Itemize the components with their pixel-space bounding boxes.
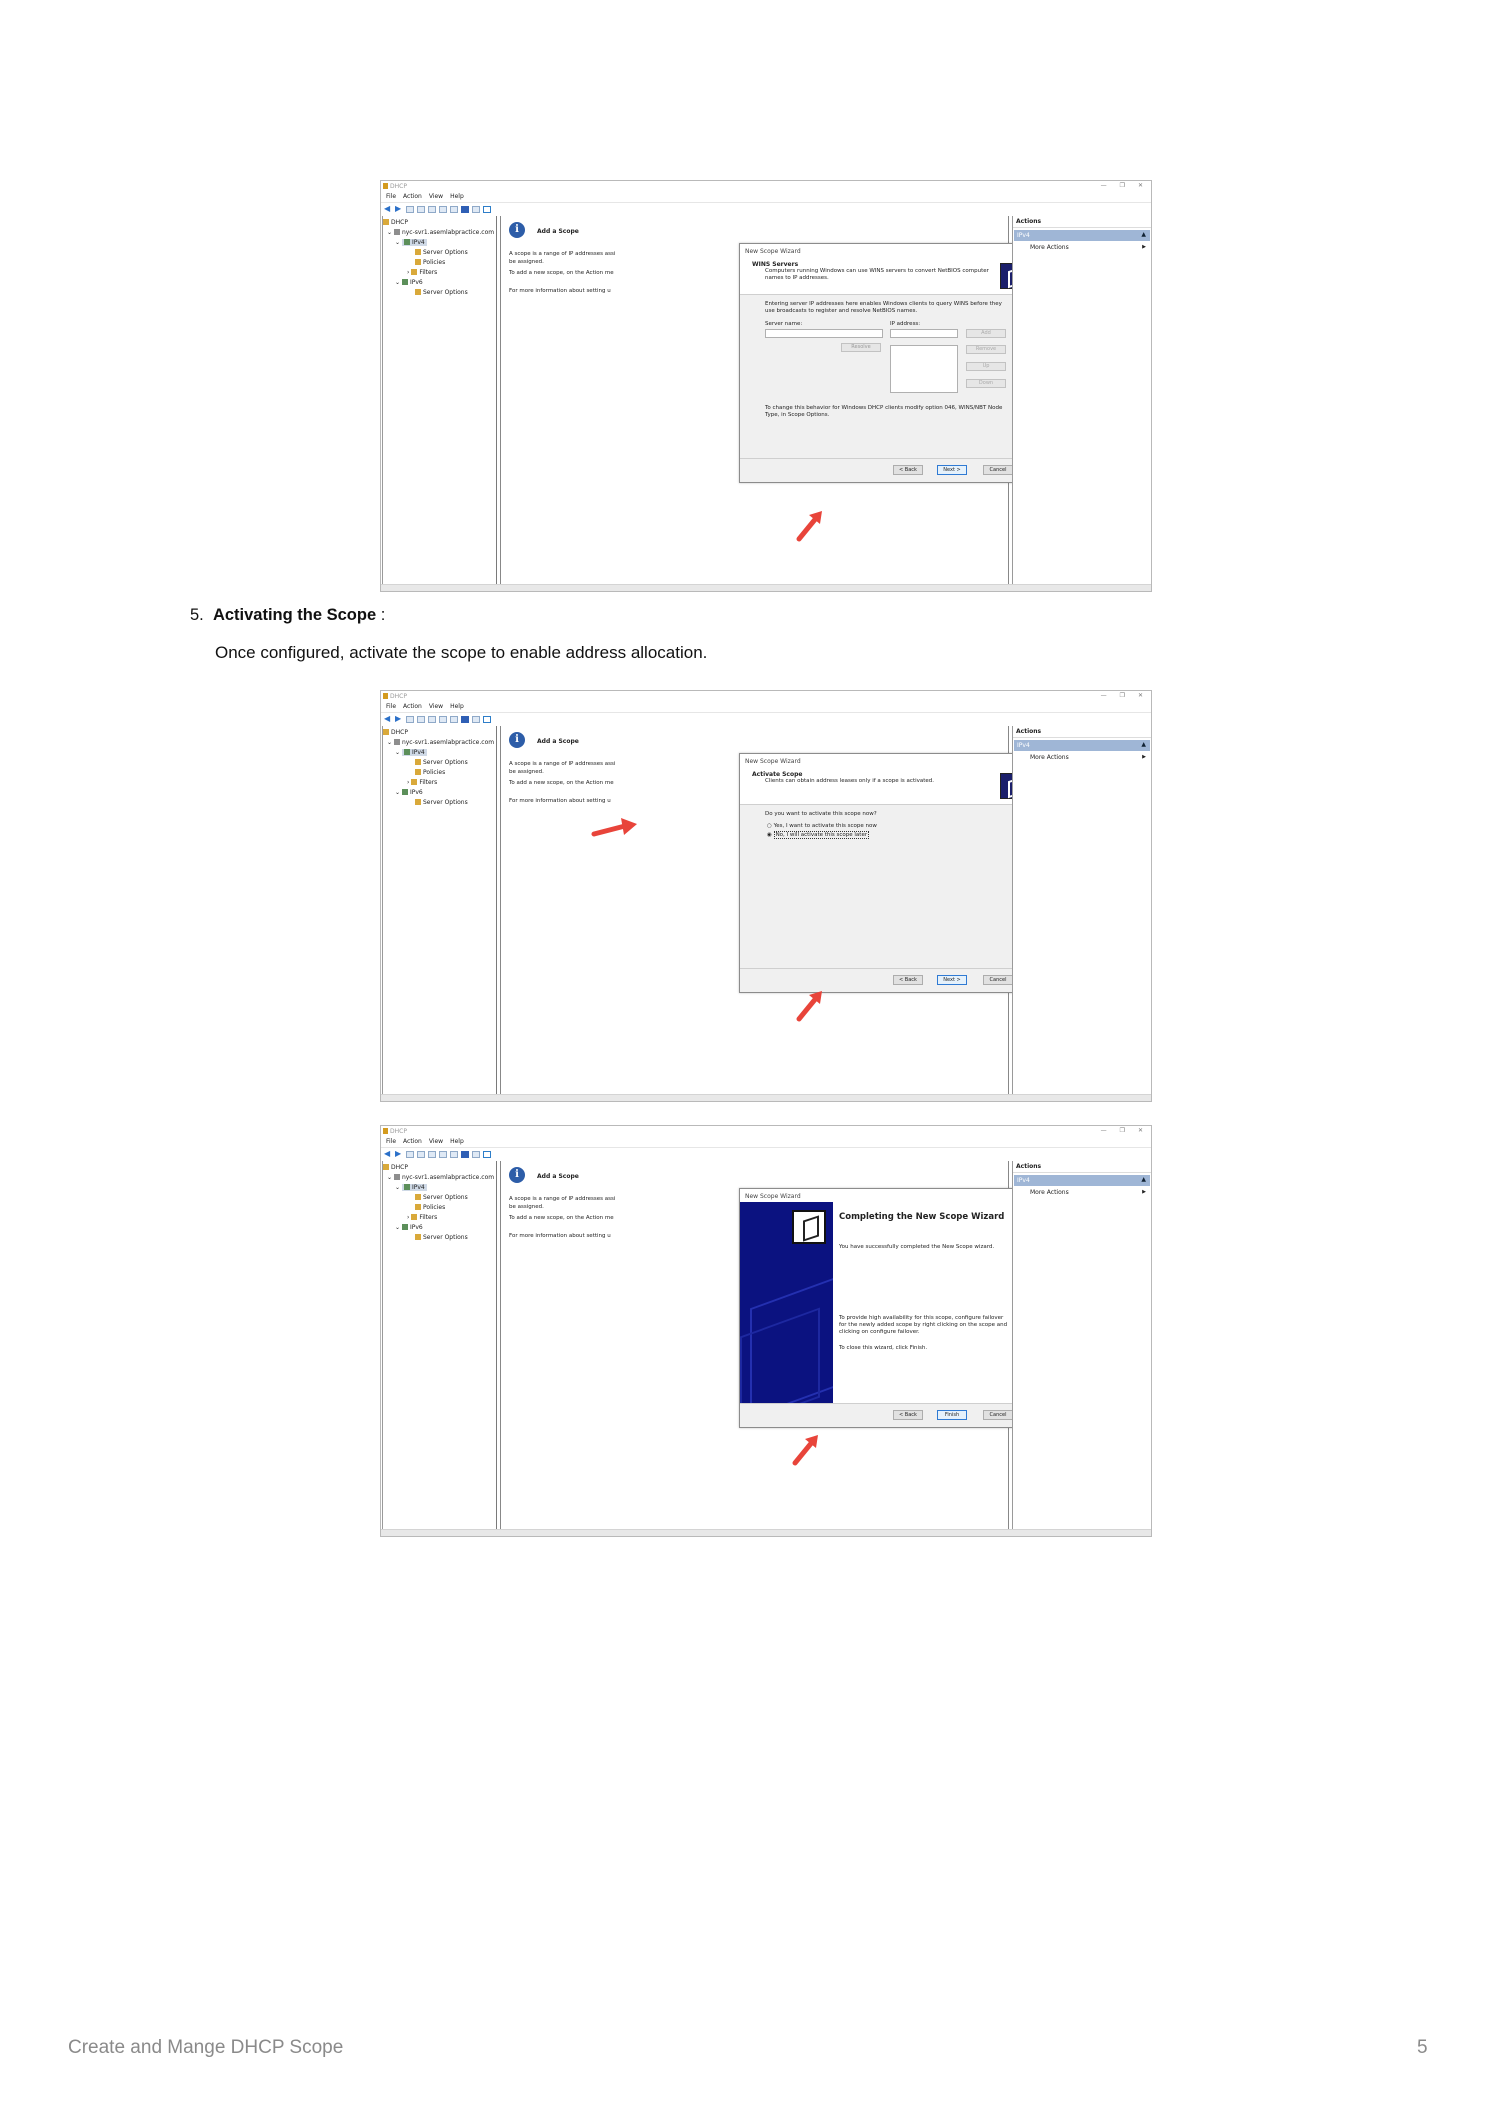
options-icon bbox=[415, 799, 421, 805]
show-hide-icon[interactable] bbox=[472, 1151, 480, 1158]
step-heading: 5. Activating the Scope : bbox=[190, 606, 386, 624]
console-tree bbox=[382, 1161, 497, 1531]
menu-bar bbox=[381, 1138, 1151, 1148]
tree-item-filters[interactable]: › Filters bbox=[407, 779, 438, 786]
menu-action[interactable]: Action bbox=[403, 193, 422, 200]
console-tree-icon[interactable] bbox=[417, 206, 425, 213]
more-actions[interactable]: More Actions ▶ bbox=[1030, 244, 1146, 251]
toolbar bbox=[384, 205, 784, 214]
tree-item-policies[interactable]: Policies bbox=[383, 1203, 496, 1213]
activate-question: Do you want to activate this scope now? bbox=[765, 811, 877, 817]
menu-help[interactable]: Help bbox=[450, 703, 464, 710]
show-hide-icon[interactable] bbox=[472, 206, 480, 213]
wizard-title: New Scope Wizard bbox=[740, 1189, 1030, 1202]
menu-view[interactable]: View bbox=[428, 1138, 444, 1145]
collapse-icon[interactable]: ▲ bbox=[1141, 231, 1146, 238]
back-arrow-icon[interactable]: ◀ bbox=[384, 204, 391, 213]
menu-action[interactable]: Action bbox=[403, 703, 422, 710]
refresh-icon[interactable] bbox=[439, 1151, 447, 1158]
back-arrow-icon[interactable]: ◀ bbox=[384, 1149, 391, 1158]
tree-item-ipv6[interactable]: ⌄ IPv6 bbox=[395, 279, 423, 286]
menu-bar bbox=[381, 703, 1151, 713]
details-pane bbox=[500, 726, 1009, 1096]
cancel-button[interactable]: Cancel bbox=[983, 465, 1013, 475]
menu-help[interactable]: Help bbox=[450, 193, 464, 200]
options-icon bbox=[415, 249, 421, 255]
new-scope-wizard-dialog bbox=[739, 243, 1031, 483]
info-icon: i bbox=[509, 732, 525, 748]
more-info-text: For more information about setting u bbox=[509, 288, 611, 294]
back-arrow-icon[interactable]: ◀ bbox=[384, 714, 391, 723]
minimize-button[interactable]: — bbox=[1100, 1127, 1107, 1134]
info-icon: i bbox=[509, 222, 525, 238]
tree-item-server-options-v6[interactable]: Server Options bbox=[383, 288, 496, 298]
menu-action[interactable]: Action bbox=[403, 1138, 422, 1145]
ipv4-icon bbox=[404, 239, 410, 245]
server-icon bbox=[394, 1174, 400, 1180]
tree-item-dhcp[interactable]: DHCP bbox=[383, 728, 496, 738]
info-icon: i bbox=[509, 1167, 525, 1183]
status-bar bbox=[381, 1529, 1151, 1536]
options-icon bbox=[415, 289, 421, 295]
tree-item-ipv4[interactable]: ⌄ IPv4 bbox=[395, 239, 425, 246]
window-controls[interactable] bbox=[1088, 182, 1143, 189]
tree-item-policies[interactable]: Policies bbox=[383, 258, 496, 268]
wizard-footer bbox=[740, 458, 1030, 482]
actions-pane bbox=[1012, 1161, 1151, 1531]
properties-icon[interactable] bbox=[428, 206, 436, 213]
filters-icon bbox=[411, 1214, 417, 1220]
completing-failover: To provide high availability for this scope, configure failover for the newly added scope by right clicking on the scope and clicking on configure failover. bbox=[839, 1315, 1008, 1335]
radio-unselected-icon[interactable]: ○ bbox=[767, 823, 772, 829]
tree-item-filters[interactable]: › Filters bbox=[407, 269, 438, 276]
forward-arrow-icon[interactable]: ▶ bbox=[395, 714, 402, 723]
close-button[interactable]: ✕ bbox=[1137, 1127, 1143, 1134]
window-controls[interactable] bbox=[1088, 692, 1143, 699]
radio-no[interactable]: ◉ No, I will activate this scope later bbox=[767, 832, 868, 838]
server-name-field[interactable] bbox=[765, 329, 883, 338]
status-bar bbox=[381, 584, 1151, 591]
more-info-text: For more information about setting u bbox=[509, 798, 611, 804]
cancel-button[interactable]: Cancel bbox=[983, 975, 1013, 985]
actions-pane bbox=[1012, 726, 1151, 1096]
add-scope-heading: Add a Scope bbox=[537, 1173, 579, 1180]
options-icon bbox=[415, 759, 421, 765]
console-tree bbox=[382, 216, 497, 586]
cancel-button[interactable]: Cancel bbox=[983, 1410, 1013, 1420]
dhcp-icon bbox=[383, 219, 389, 225]
filters-icon bbox=[411, 779, 417, 785]
tree-item-server-options[interactable]: Server Options bbox=[383, 758, 496, 768]
back-button[interactable]: < Back bbox=[893, 975, 923, 985]
collapse-icon[interactable]: ▲ bbox=[1141, 741, 1146, 748]
menu-bar bbox=[381, 193, 1151, 203]
wizard-header bbox=[740, 767, 1030, 805]
ipv6-icon bbox=[402, 279, 408, 285]
tree-item-dhcp[interactable]: DHCP bbox=[383, 1163, 496, 1173]
new-scope-wizard-dialog bbox=[739, 753, 1031, 993]
refresh-icon[interactable] bbox=[439, 206, 447, 213]
server-icon bbox=[394, 739, 400, 745]
ipv4-icon bbox=[404, 749, 410, 755]
finish-button[interactable]: Finish bbox=[937, 1410, 967, 1420]
title-bar bbox=[381, 1126, 1151, 1137]
dhcp-app-icon bbox=[383, 693, 388, 699]
dhcp-app-icon bbox=[383, 183, 388, 189]
tree-item-ipv4[interactable]: ⌄ IPv4 bbox=[395, 749, 425, 756]
red-arrow-annotation bbox=[791, 1433, 825, 1467]
new-scope-wizard-dialog bbox=[739, 1188, 1031, 1428]
menu-file[interactable]: File bbox=[386, 703, 397, 710]
properties-icon[interactable] bbox=[428, 1151, 436, 1158]
policies-icon bbox=[415, 769, 421, 775]
more-actions[interactable]: More Actions ▶ bbox=[1030, 754, 1146, 761]
add-button[interactable]: Add bbox=[966, 329, 1006, 338]
wizard-title: New Scope Wizard bbox=[740, 754, 1030, 767]
policies-icon bbox=[415, 1204, 421, 1210]
red-arrow-annotation bbox=[795, 989, 829, 1023]
screenshot-completing-wizard bbox=[380, 1125, 1152, 1537]
toolbar bbox=[384, 1150, 784, 1159]
title-bar bbox=[381, 691, 1151, 702]
add-scope-heading: Add a Scope bbox=[537, 228, 579, 235]
tree-item-server-options-v6[interactable]: Server Options bbox=[383, 798, 496, 808]
actions-header: Actions bbox=[1013, 216, 1151, 228]
actions-ipv4[interactable]: IPv4 ▲ bbox=[1014, 1175, 1150, 1186]
completing-close: To close this wizard, click Finish. bbox=[839, 1345, 928, 1351]
export-list-icon[interactable] bbox=[450, 716, 458, 723]
submenu-arrow-icon: ▶ bbox=[1142, 1189, 1146, 1195]
export-list-icon[interactable] bbox=[450, 206, 458, 213]
screenshot-activate-scope bbox=[380, 690, 1152, 1102]
maximize-button[interactable]: ❐ bbox=[1119, 692, 1125, 699]
actions-ipv4[interactable]: IPv4 ▲ bbox=[1014, 230, 1150, 241]
menu-view[interactable]: View bbox=[428, 703, 444, 710]
wizard-header bbox=[740, 257, 1030, 295]
refresh-icon[interactable] bbox=[439, 716, 447, 723]
wizard-footer bbox=[740, 968, 1030, 992]
dhcp-icon bbox=[383, 1164, 389, 1170]
up-folder-icon[interactable] bbox=[406, 716, 414, 723]
remove-button[interactable]: Remove bbox=[966, 345, 1006, 354]
up-folder-icon[interactable] bbox=[406, 1151, 414, 1158]
monitor-icon[interactable] bbox=[483, 206, 491, 213]
forward-arrow-icon[interactable]: ▶ bbox=[395, 1149, 402, 1158]
down-button[interactable]: Down bbox=[966, 379, 1006, 388]
tree-item-filters[interactable]: › Filters bbox=[407, 1214, 438, 1221]
menu-help[interactable]: Help bbox=[450, 1138, 464, 1145]
server-name-label: Server name: bbox=[765, 321, 803, 327]
ipv4-icon bbox=[404, 1184, 410, 1190]
scope-description: A scope is a range of IP addresses assi be assigned. bbox=[509, 1196, 616, 1210]
wins-heading: WINS Servers bbox=[752, 261, 799, 268]
add-scope-instruction: To add a new scope, on the Action me bbox=[509, 1215, 614, 1221]
properties-icon[interactable] bbox=[428, 716, 436, 723]
screenshot-wins-servers bbox=[380, 180, 1152, 592]
tree-item-ipv6[interactable]: ⌄ IPv6 bbox=[395, 789, 423, 796]
wins-subheading: Computers running Windows can use WINS servers to convert NetBIOS computer names to IP addresses. bbox=[765, 268, 989, 281]
tree-item-dhcp[interactable]: DHCP bbox=[383, 218, 496, 228]
ip-address-field[interactable] bbox=[890, 329, 958, 338]
collapse-icon[interactable]: ▲ bbox=[1141, 1176, 1146, 1183]
submenu-arrow-icon: ▶ bbox=[1142, 244, 1146, 250]
menu-file[interactable]: File bbox=[386, 193, 397, 200]
details-pane bbox=[500, 216, 1009, 586]
add-scope-heading: Add a Scope bbox=[537, 738, 579, 745]
tree-item-server[interactable]: ⌄ nyc-svr1.asemlabpractice.com bbox=[387, 1174, 495, 1181]
maximize-button[interactable]: ❐ bbox=[1119, 1127, 1125, 1134]
wizard-title: New Scope Wizard bbox=[740, 244, 1030, 257]
step-paragraph: Once configured, activate the scope to enable address allocation. bbox=[215, 643, 708, 662]
radio-yes[interactable]: ○ Yes, I want to activate this scope now bbox=[767, 823, 877, 829]
back-button[interactable]: < Back bbox=[893, 465, 923, 475]
next-button[interactable]: Next > bbox=[937, 975, 967, 985]
ipv6-icon bbox=[402, 1224, 408, 1230]
wins-server-list[interactable] bbox=[890, 345, 958, 393]
toolbar bbox=[384, 715, 784, 724]
next-button[interactable]: Next > bbox=[937, 465, 967, 475]
tree-item-server[interactable]: ⌄ nyc-svr1.asemlabpractice.com bbox=[387, 229, 495, 236]
monitor-icon[interactable] bbox=[483, 1151, 491, 1158]
minimize-button[interactable]: — bbox=[1100, 692, 1107, 699]
filters-icon bbox=[411, 269, 417, 275]
options-icon bbox=[415, 1194, 421, 1200]
help-icon[interactable] bbox=[461, 716, 469, 723]
red-arrow-annotation bbox=[591, 814, 639, 840]
console-tree-icon[interactable] bbox=[417, 1151, 425, 1158]
server-icon bbox=[394, 229, 400, 235]
close-button[interactable]: ✕ bbox=[1137, 182, 1143, 189]
resolve-button[interactable]: Resolve bbox=[841, 343, 881, 352]
window-title: DHCP bbox=[390, 1128, 407, 1135]
close-button[interactable]: ✕ bbox=[1137, 692, 1143, 699]
window-title: DHCP bbox=[390, 693, 407, 700]
wizard-banner-image bbox=[740, 1202, 833, 1405]
wizard-body bbox=[740, 805, 1030, 845]
wins-note: To change this behavior for Windows DHCP clients modify option 046, WINS/NBT Node Type, in Scope Options. bbox=[765, 405, 1003, 418]
wizard-footer bbox=[740, 1403, 1030, 1427]
up-button[interactable]: Up bbox=[966, 362, 1006, 371]
page-number: 5 bbox=[1417, 2037, 1428, 2058]
help-icon[interactable] bbox=[461, 206, 469, 213]
ipv6-icon bbox=[402, 789, 408, 795]
scope-description: A scope is a range of IP addresses assi be assigned. bbox=[509, 251, 616, 265]
window-title: DHCP bbox=[390, 183, 407, 190]
forward-arrow-icon[interactable]: ▶ bbox=[395, 204, 402, 213]
actions-ipv4[interactable]: IPv4 ▲ bbox=[1014, 740, 1150, 751]
minimize-button[interactable]: — bbox=[1100, 182, 1107, 189]
tree-item-server[interactable]: ⌄ nyc-svr1.asemlabpractice.com bbox=[387, 739, 495, 746]
policies-icon bbox=[415, 259, 421, 265]
completing-success: You have successfully completed the New Scope wizard. bbox=[839, 1244, 995, 1250]
title-bar bbox=[381, 181, 1151, 192]
maximize-button[interactable]: ❐ bbox=[1119, 182, 1125, 189]
completing-heading: Completing the New Scope Wizard bbox=[839, 1212, 1005, 1222]
actions-header: Actions bbox=[1013, 1161, 1151, 1173]
dhcp-app-icon bbox=[383, 1128, 388, 1134]
tree-item-server-options[interactable]: Server Options bbox=[383, 1193, 496, 1203]
tree-item-server-options-v6[interactable]: Server Options bbox=[383, 1233, 496, 1243]
export-list-icon[interactable] bbox=[450, 1151, 458, 1158]
add-scope-instruction: To add a new scope, on the Action me bbox=[509, 270, 614, 276]
actions-pane bbox=[1012, 216, 1151, 586]
show-hide-icon[interactable] bbox=[472, 716, 480, 723]
status-bar bbox=[381, 1094, 1151, 1101]
details-pane bbox=[500, 1161, 1009, 1531]
back-button[interactable]: < Back bbox=[893, 1410, 923, 1420]
red-arrow-annotation bbox=[795, 509, 829, 543]
menu-view[interactable]: View bbox=[428, 193, 444, 200]
ip-address-label: IP address: bbox=[890, 321, 921, 327]
tree-item-ipv4[interactable]: ⌄ IPv4 bbox=[395, 1184, 425, 1191]
wizard-body bbox=[740, 295, 1030, 418]
scope-description: A scope is a range of IP addresses assi be assigned. bbox=[509, 761, 616, 775]
window-controls[interactable] bbox=[1088, 1127, 1143, 1134]
actions-header: Actions bbox=[1013, 726, 1151, 738]
radio-selected-icon[interactable]: ◉ bbox=[767, 832, 772, 838]
tree-item-server-options[interactable]: Server Options bbox=[383, 248, 496, 258]
more-info-text: For more information about setting u bbox=[509, 1233, 611, 1239]
tree-item-ipv6[interactable]: ⌄ IPv6 bbox=[395, 1224, 423, 1231]
activate-heading: Activate Scope bbox=[752, 771, 803, 778]
footer-title: Create and Mange DHCP Scope bbox=[68, 2037, 344, 2058]
monitor-icon[interactable] bbox=[483, 716, 491, 723]
up-folder-icon[interactable] bbox=[406, 206, 414, 213]
menu-file[interactable]: File bbox=[386, 1138, 397, 1145]
more-actions[interactable]: More Actions ▶ bbox=[1030, 1189, 1146, 1196]
add-scope-instruction: To add a new scope, on the Action me bbox=[509, 780, 614, 786]
help-icon[interactable] bbox=[461, 1151, 469, 1158]
wizard-logo-icon bbox=[792, 1210, 826, 1244]
tree-item-policies[interactable]: Policies bbox=[383, 768, 496, 778]
wins-intro: Entering server IP addresses here enables Windows clients to query WINS before they use broadcasts to register and resolve NetBIOS names. bbox=[765, 301, 1002, 314]
options-icon bbox=[415, 1234, 421, 1240]
console-tree-icon[interactable] bbox=[417, 716, 425, 723]
activate-subheading: Clients can obtain address leases only if a scope is activated. bbox=[765, 778, 935, 784]
submenu-arrow-icon: ▶ bbox=[1142, 754, 1146, 760]
console-tree bbox=[382, 726, 497, 1096]
dhcp-icon bbox=[383, 729, 389, 735]
